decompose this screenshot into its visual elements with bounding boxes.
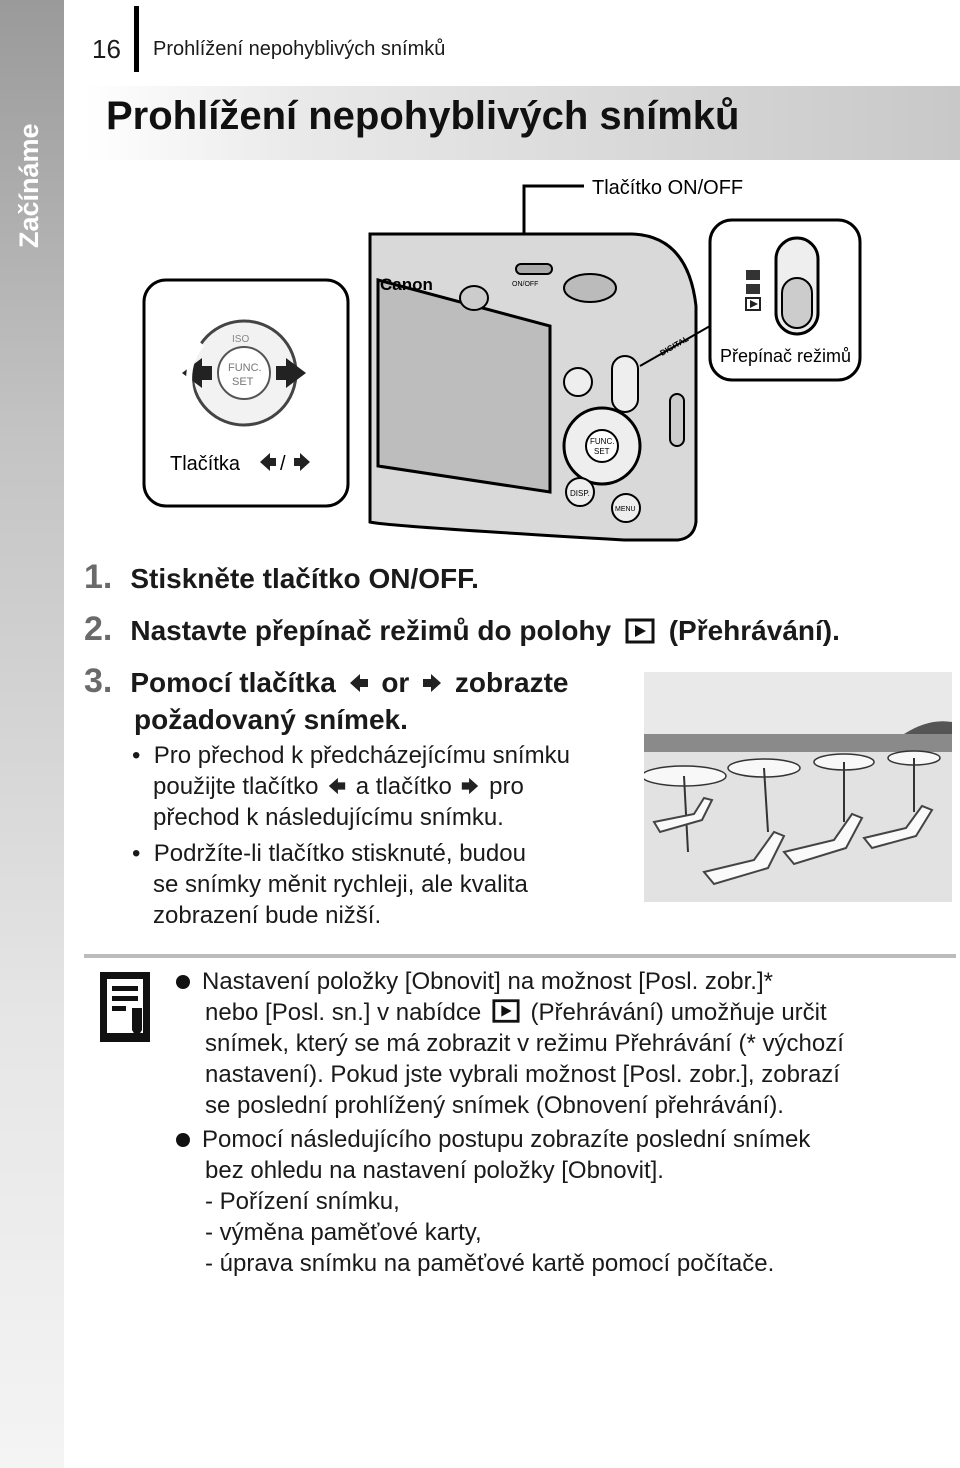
camera-set-label: SET [594,447,610,456]
playback-icon [492,998,520,1024]
bullet-1-line2b: a tlačítko [355,773,452,800]
bullet-1-line3: přechod k následujícímu snímku. [153,804,504,831]
step-3-or: or [381,667,410,698]
step-1-text: Stiskněte tlačítko ON/OFF. [130,563,479,594]
beach-photo [644,672,952,902]
shutter-button-icon [564,274,616,302]
onoff-small-label: ON/OFF [512,281,539,288]
print-button-icon [564,368,592,396]
viewfinder-icon [460,286,488,310]
playback-icon [625,618,655,644]
note-1-line1: Nastavení položky [Obnovit] na možnost [Posl. zobr.]* [202,968,773,995]
note-1-line4: nastavení). Pokud jste vybrali možnost [Posl. zobr.], zobrazí [205,1061,840,1088]
header-divider [134,6,139,72]
step-3-line2: požadovaný snímek. [134,704,408,735]
camera-diagram [84,166,960,546]
arrow-buttons-label: Tlačítka [170,453,241,475]
step-2-text-b: (Přehrávání). [668,615,840,646]
camera-func-label: FUNC. [590,437,615,446]
right-arrow-icon [460,776,480,796]
arrow-sep: / [280,453,286,475]
left-arrow-icon [327,776,347,796]
note-1-line2b: (Přehrávání) umožňuje určit [530,999,827,1026]
mode-switch-label: Přepínač režimů [720,346,852,366]
disp-label: DISP. [570,489,590,498]
set-label-small: SET [232,376,254,388]
note-icon [96,968,154,1046]
step-2 [84,610,840,649]
left-arrow-icon [348,672,370,694]
step-3-num: 3. [84,662,113,700]
bullet-1: • Pro přechod k předcházejícímu snímku použijte tlačítko a tlačítko pro přechod k následujícímu snímku. [132,742,570,831]
step-3-text-a: Pomocí tlačítka [130,667,336,698]
step-1-num: 1. [84,558,113,596]
bullet-2-line1: Podržíte-li tlačítko stisknuté, budou [153,840,526,867]
step-1 [84,558,479,597]
bullet-1-line1: Pro přechod k předcházejícímu snímku [153,742,570,769]
note-2 [176,1124,810,1279]
camera-brand: Canon [380,275,433,294]
section-divider [84,954,956,958]
step-2-num: 2. [84,610,113,648]
header-section: Prohlížení nepohyblivých snímků [153,38,446,60]
step-3 [84,662,568,701]
bullet-2-line2: se snímky měnit rychleji, ale kvalita [153,871,528,898]
mode-switch-icon [612,356,638,412]
movie-mode-icon [746,284,760,294]
dash-item-1: - Pořízení snímku, [205,1188,400,1215]
page-title: Prohlížení nepohyblivých snímků [106,94,740,138]
dash-item-3: - úprava snímku na paměťové kartě pomocí počítače. [205,1250,775,1277]
func-label-small: FUNC. [228,362,262,374]
bullet-dot-icon [176,1133,190,1147]
step-3-text-b: zobrazte [454,667,569,698]
page-number: 16 [92,34,121,64]
onoff-label: Tlačítko ON/OFF [592,177,744,199]
menu-label: MENU [615,506,636,513]
note-2-line2: bez ohledu na nastavení položky [Obnovit]. [205,1157,664,1184]
sidebar-tab [0,0,64,1468]
bullet-1-line2c: pro [489,773,524,800]
dash-item-2: - výměna paměťové karty, [205,1219,482,1246]
right-arrow-icon [421,672,443,694]
onoff-button-icon [516,264,552,274]
camera-mode-icon [746,270,760,280]
iso-label-small: ISO [232,334,250,345]
note-1-line2a: nebo [Posl. sn.] v nabídce [205,999,482,1026]
title-band [84,86,960,160]
bullet-dot-icon [176,975,190,989]
bullet-2-line3: zobrazení bude nižší. [153,902,382,929]
bullet-1-line2a: použijte tlačítko [153,773,319,800]
bullet-2: • Podržíte-li tlačítko stisknuté, budou se snímky měnit rychleji, ale kvalita zobrazení bude nižší. [132,840,528,929]
note-1-line3: snímek, který se má zobrazit v režimu Přehrávání (* výchozí [205,1030,844,1057]
note-2-line1: Pomocí následujícího postupu zobrazíte poslední snímek [202,1126,811,1153]
note-1 [176,966,844,1121]
step-2-text-a: Nastavte přepínač režimů do polohy [130,615,612,646]
sidebar-label: Začínáme [14,123,44,248]
note-1-line5: se poslední prohlížený snímek (Obnovení přehrávání). [205,1092,784,1119]
sidebar-label-wrap [14,123,54,293]
